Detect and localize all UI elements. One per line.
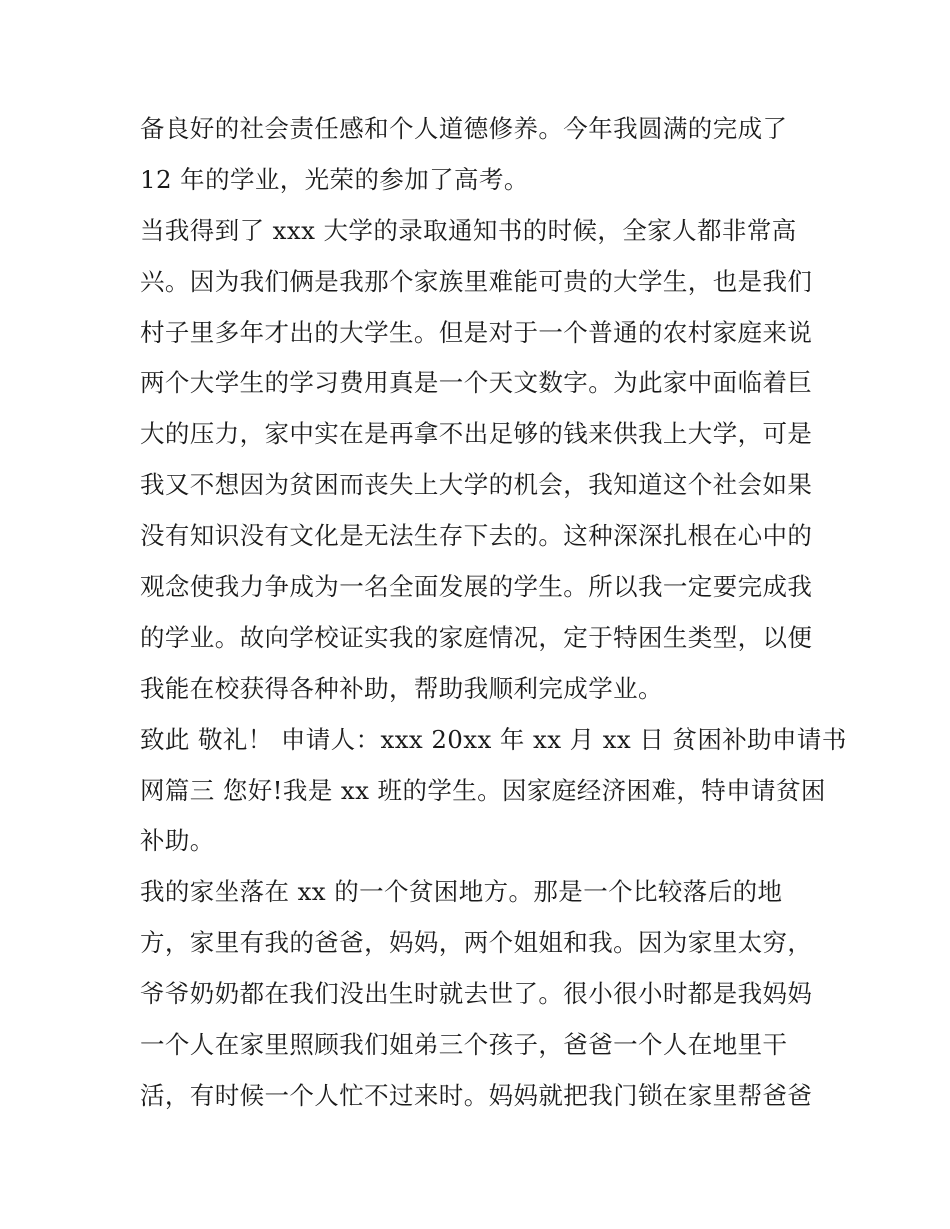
text-line: 爷爷奶奶都在我们没出生时就去世了。很小很小时都是我妈妈 <box>140 979 813 1009</box>
text-line: 两个大学生的学习费用真是一个天文数字。为此家中面临着巨 <box>140 368 813 398</box>
document-body <box>140 104 847 1122</box>
text-line: 方，家里有我的爸爸，妈妈，两个姐姐和我。因为家里太穷， <box>140 928 813 958</box>
text-line: 大的压力，家中实在是再拿不出足够的钱来供我上大学，可是 <box>140 419 813 449</box>
text-line: 备良好的社会责任感和个人道德修养。今年我圆满的完成了 <box>140 114 788 143</box>
text-line: 村子里多年才出的大学生。但是对于一个普通的农村家庭来说 <box>140 317 813 347</box>
text-line: 我能在校获得各种补助，帮助我顺利完成学业。 <box>140 673 663 703</box>
text-line: 活，有时候一个人忙不过来时。妈妈就把我门锁在家里帮爸爸 <box>140 1080 813 1110</box>
text-line: 致此 敬礼！ 申请人：xxx 20xx 年 xx 月 xx 日 贫困补助申请书 <box>140 724 847 754</box>
text-line: 网篇三 您好!我是 xx 班的学生。因家庭经济困难，特申请贫困 <box>140 775 826 805</box>
text-line: 观念使我力争成为一名全面发展的学生。所以我一定要完成我 <box>140 572 813 602</box>
text-line: 没有知识没有文化是无法生存下去的。这种深深扎根在心中的 <box>140 521 813 551</box>
text-line: 我的家坐落在 xx 的一个贫困地方。那是一个比较落后的地 <box>140 877 783 907</box>
text-line: 12 年的学业，光荣的参加了高考。 <box>140 164 529 194</box>
text-line: 一个人在家里照顾我们姐弟三个孩子，爸爸一个人在地里干 <box>140 1030 788 1060</box>
text-line: 兴。因为我们俩是我那个家族里难能可贵的大学生，也是我们 <box>140 266 813 296</box>
text-line: 补助。 <box>140 826 215 856</box>
text-line: 的学业。故向学校证实我的家庭情况，定于特困生类型，以便 <box>140 622 813 652</box>
text-line: 当我得到了 xxx 大学的录取通知书的时候，全家人都非常高 <box>140 215 797 245</box>
text-line: 我又不想因为贫困而丧失上大学的机会，我知道这个社会如果 <box>140 470 813 500</box>
